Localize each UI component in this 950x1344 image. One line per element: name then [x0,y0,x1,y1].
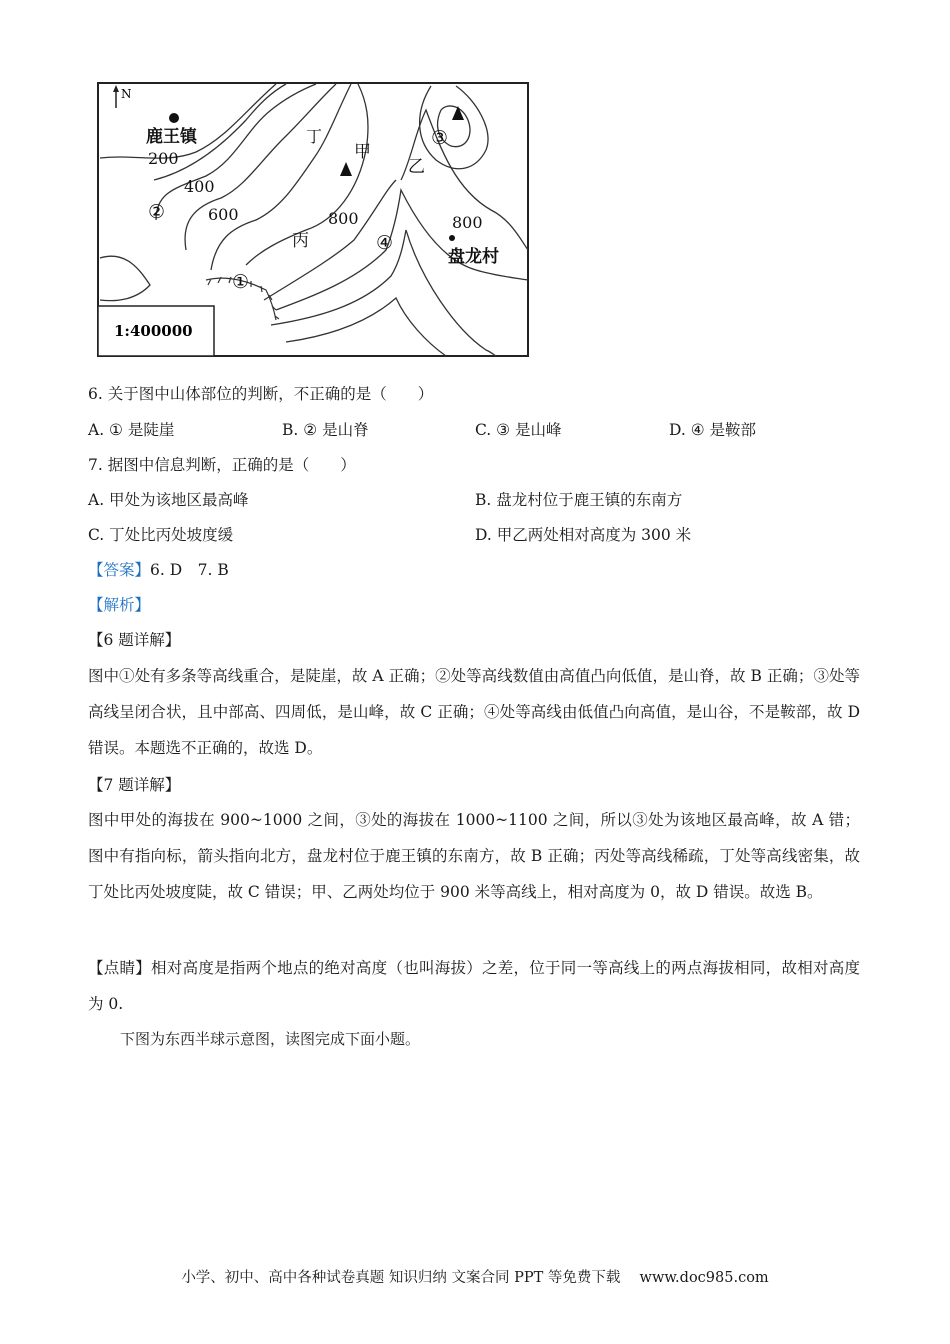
q6-option-a: A. ① 是陡崖 [88,421,175,439]
point-3-label: ③ [431,127,449,149]
tip-paragraph [88,950,860,1022]
contour-400-label: 400 [184,177,215,196]
panlong-village-dot [449,235,455,241]
q7-option-c: C. 丁处比丙处坡度缓 [88,526,234,544]
contour-800b-label: 800 [452,213,483,232]
tip-text: 相对高度是指两个地点的绝对高度（也叫海拔）之差，位于同一等高线上的两点海拔相同，故相对高度为 0. [88,959,860,1013]
detail-7-title: 【7 题详解】 [88,776,181,794]
contour-valley-3 [286,298,446,356]
luwang-label: 鹿王镇 [146,127,197,147]
q7-option-d: D. 甲乙两处相对高度为 300 米 [475,526,692,544]
analysis-tag: 【解析】 [88,596,151,614]
contour-b [211,84,351,270]
jia-peak-icon [340,162,352,176]
jia-label: 甲 [354,142,371,162]
contour-800a-label: 800 [328,209,359,228]
detail-7-text: 图中甲处的海拔在 900~1000 之间，③处的海拔在 1000~1100 之间，所以③处为该地区最高峰，故 A 错；图中有指向标，箭头指向北方，盘龙村位于鹿王镇的东南方，故 B 正确；丙处等高线稀疏，丁处等高线密集，故丁处比丙处坡度陡，故 C 错误；甲、乙两处均位于 900 米等高线上，相对高度为 0，故 D 错误。故选 B。 [88,811,860,901]
ding-label: 丁 [306,127,323,146]
q6-option-c: C. ③ 是山峰 [475,421,562,439]
detail-6-title: 【6 题详解】 [88,631,181,649]
answer-line [88,559,229,581]
q7-stem: 7. 据图中信息判断，正确的是（ ） [88,456,356,474]
point-2-label: ② [148,201,166,223]
north-arrow-head-icon [113,85,119,92]
q7-option-a: A. 甲处为该地区最高峰 [88,491,249,509]
contour-map [96,80,532,360]
contour-west-lobe [100,256,150,300]
yi-label: 乙 [408,157,425,177]
page-footer: 小学、初中、高中各种试卷真题 知识归纳 文案合同 PPT 等免费下载 www.doc985.com [181,1270,769,1286]
panlong-label: 盘龙村 [448,247,499,267]
contour-600 [156,84,316,220]
q6-stem: 6. 关于图中山体部位的判断，不正确的是（ ） [88,385,434,403]
contour-a [185,84,336,250]
north-label: N [121,87,132,101]
q7-option-b: B. 盘龙村位于鹿王镇的东南方 [475,491,683,509]
scale-label: 1:400000 [114,322,193,340]
contour-200-label: 200 [148,149,179,168]
answer-tag: 【答案】 [88,561,151,579]
point-1-label: ① [232,271,250,293]
contour-600-label: 600 [208,205,239,224]
answer-text: 6. D 7. B [150,561,229,579]
detail-6-text: 图中①处有多条等高线重合，是陡崖，故 A 正确；②处等高线数值由高值凸向低值，是山脊，故 B 正确；③处等高线呈闭合状，且中部高、四周低，是山峰，故 C 正确；④处等高线由低值凸向高值，是山谷，不是鞍部，故 D 错误。本题选不正确的，故选 D。 [88,667,860,757]
contour-peak-outer [420,86,488,169]
luwang-town-dot [169,113,179,123]
point-4-label: ④ [376,232,394,254]
q6-option-d: D. ④ 是鞍部 [669,421,757,439]
tip-tag: 【点睛】 [88,959,152,977]
next-question-intro: 下图为东西半球示意图，读图完成下面小题。 [120,1030,421,1048]
contour-map-svg [96,80,532,360]
p3-peak-icon [452,106,464,120]
q6-option-b: B. ② 是山脊 [282,421,369,439]
bing-label: 丙 [292,231,309,251]
